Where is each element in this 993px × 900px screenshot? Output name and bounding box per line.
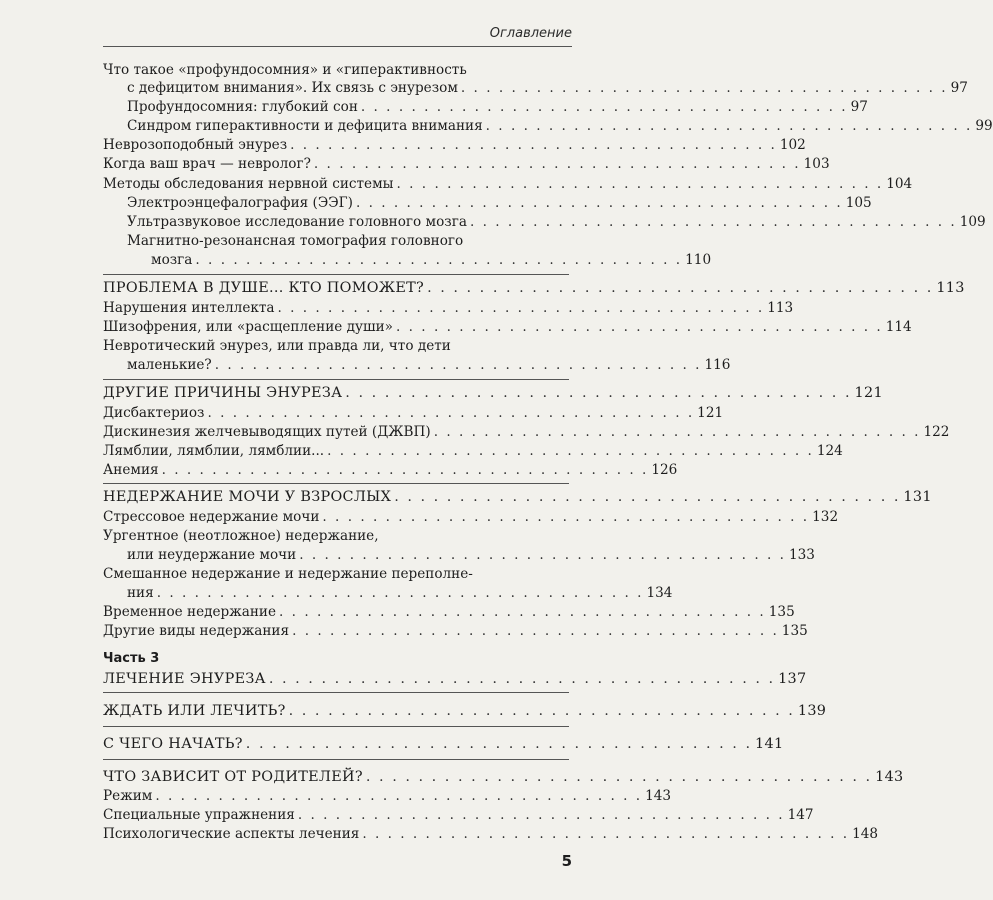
leader-dots: . . . . . . . . . . . . . . . . . . . . . . . . . . . . . . . . . . . . . . .: [485, 118, 973, 134]
toc-entry: [103, 137, 806, 153]
toc-entry: [103, 280, 965, 296]
toc-entry-title: Ургентное (неотложное) недержание,: [103, 528, 379, 544]
toc-page-number: 148: [852, 826, 879, 842]
leader-dots: . . . . . . . . . . . . . . . . . . . . . . . . . . . . . . . . . . . . . . .: [277, 300, 765, 316]
page-number: 5: [561, 852, 572, 870]
toc-page-number: 135: [781, 623, 808, 639]
leader-dots: . . . . . . . . . . . . . . . . . . . . . . . . . . . . . . . . . . . . . . .: [355, 195, 843, 211]
toc-entry: [127, 585, 673, 601]
toc-entry-title: Дискинезия желчевыводящих путей (ДЖВП): [103, 424, 431, 440]
toc-page-number: 121: [854, 385, 883, 401]
toc-entry-title: ЖДАТЬ ИЛИ ЛЕЧИТЬ?: [103, 703, 286, 719]
toc-page-number: 147: [787, 807, 814, 823]
leader-dots: . . . . . . . . . . . . . . . . . . . . . . . . . . . . . . . . . . . . . . .: [396, 176, 884, 192]
toc-entry-title: Синдром гиперактивности и дефицита внимания: [127, 118, 483, 134]
leader-dots: . . . . . . . . . . . . . . . . . . . . . . . . . . . . . . . . . . . . . . .: [327, 443, 814, 459]
toc-entry-title: Анемия: [103, 462, 159, 478]
toc-entry: [103, 769, 904, 785]
toc-entry-title: Психологические аспекты лечения: [103, 826, 360, 842]
leader-dots: . . . . . . . . . . . . . . . . . . . . . . . . . . . . . . . . . . . . . . .: [469, 214, 957, 230]
toc-entry-title: маленькие?: [127, 357, 212, 373]
toc-page-number: 113: [767, 300, 794, 316]
toc-entry-title: Когда ваш врач — невролог?: [103, 156, 311, 172]
leader-dots: . . . . . . . . . . . . . . . . . . . . . . . . . . . . . . . . . . . . . . .: [245, 736, 753, 752]
part-heading: Часть 3: [103, 651, 160, 666]
toc-entry: [103, 623, 808, 639]
toc-entry: [127, 214, 986, 230]
toc-page-number: 124: [816, 443, 843, 459]
toc-page-number: 132: [812, 509, 839, 525]
section-divider: [103, 759, 569, 760]
toc-page-number: 122: [923, 424, 950, 440]
toc-page-number: 141: [755, 736, 784, 752]
leader-dots: . . . . . . . . . . . . . . . . . . . . . . . . . . . . . . . . . . . . . . .: [279, 604, 766, 620]
toc-entry-title: Профундосомния: глубокий сон: [127, 99, 358, 115]
toc-entry-title: Лямблии, лямблии, лямблии...: [103, 443, 325, 459]
toc-entry-title: Методы обследования нервной системы: [103, 176, 394, 192]
toc-entry-title: Невротический энурез, или правда ли, что дети: [103, 338, 451, 354]
leader-dots: . . . . . . . . . . . . . . . . . . . . . . . . . . . . . . . . . . . . . . .: [155, 788, 643, 804]
toc-entry: [103, 788, 672, 804]
toc-entry: [103, 462, 678, 478]
toc-page-number: 137: [778, 671, 807, 687]
running-head: Оглавление: [489, 26, 572, 41]
toc-entry: [103, 385, 883, 401]
toc-entry-title: ЛЕЧЕНИЕ ЭНУРЕЗА: [103, 671, 266, 687]
toc-entry: [127, 547, 815, 563]
toc-entry: [103, 319, 912, 335]
toc-entry: [103, 405, 724, 421]
toc-entry: [127, 118, 993, 134]
toc-entry: [103, 509, 839, 525]
section-divider: [103, 274, 569, 275]
leader-dots: . . . . . . . . . . . . . . . . . . . . . . . . . . . . . . . . . . . . . . .: [297, 807, 785, 823]
leader-dots: . . . . . . . . . . . . . . . . . . . . . . . . . . . . . . . . . . . . . . .: [460, 80, 948, 96]
toc-entry-title: ДРУГИЕ ПРИЧИНЫ ЭНУРЕЗА: [103, 385, 343, 401]
toc-entry: [127, 80, 968, 96]
toc-entry: [103, 300, 794, 316]
toc-entry: [103, 489, 932, 505]
toc-page-number: 105: [845, 195, 872, 211]
toc-entry-title: Магнитно-резонансная томография головного: [127, 233, 464, 249]
toc-entry-title: Шизофрения, или «расщепление души»: [103, 319, 394, 335]
leader-dots: . . . . . . . . . . . . . . . . . . . . . . . . . . . . . . . . . . . . . . .: [427, 280, 934, 296]
toc-page-number: 143: [645, 788, 672, 804]
toc-page-number: 133: [788, 547, 815, 563]
toc-entry-title: Нарушения интеллекта: [103, 300, 275, 316]
toc-entry: [127, 195, 872, 211]
toc-page-number: 116: [704, 357, 731, 373]
toc-entry-title: мозга: [151, 252, 193, 268]
toc-page-number: 114: [885, 319, 912, 335]
toc-entry: [103, 443, 843, 459]
section-divider: [103, 692, 569, 693]
leader-dots: . . . . . . . . . . . . . . . . . . . . . . . . . . . . . . . . . . . . . . .: [322, 509, 810, 525]
leader-dots: . . . . . . . . . . . . . . . . . . . . . . . . . . . . . . . . . . . . . . .: [292, 623, 779, 639]
leader-dots: . . . . . . . . . . . . . . . . . . . . . . . . . . . . . . . . . . . . . . .: [365, 769, 873, 785]
toc-entry: [127, 99, 868, 115]
toc-entry: [103, 424, 950, 440]
toc-entry: [103, 807, 814, 823]
toc-page-number: 126: [651, 462, 678, 478]
toc-entry-title: с дефицитом внимания». Их связь с энурезом: [127, 80, 458, 96]
toc-page-number: 135: [768, 604, 795, 620]
toc-entry-title: ЧТО ЗАВИСИТ ОТ РОДИТЕЛЕЙ?: [103, 769, 363, 785]
toc-entry: [127, 357, 731, 373]
toc-entry: [103, 826, 879, 842]
section-divider: [103, 379, 569, 380]
toc-entry: [103, 156, 830, 172]
toc-page-number: 139: [797, 703, 827, 719]
leader-dots: . . . . . . . . . . . . . . . . . . . . . . . . . . . . . . . . . . . . . . .: [396, 319, 883, 335]
toc-entry-title: Режим: [103, 788, 153, 804]
toc-page-number: 97: [850, 99, 868, 115]
header-rule: [103, 46, 572, 47]
toc-entry-title: Что такое «профундосомния» и «гиперактивность: [103, 62, 467, 78]
toc-page-number: 109: [959, 214, 986, 230]
toc-page-number: 99: [975, 118, 993, 134]
toc-entry-title: Дисбактериоз: [103, 405, 205, 421]
leader-dots: . . . . . . . . . . . . . . . . . . . . . . . . . . . . . . . . . . . . . . .: [214, 357, 702, 373]
leader-dots: . . . . . . . . . . . . . . . . . . . . . . . . . . . . . . . . . . . . . . .: [195, 252, 683, 268]
toc-entry-title: НЕДЕРЖАНИЕ МОЧИ У ВЗРОСЛЫХ: [103, 489, 392, 505]
leader-dots: . . . . . . . . . . . . . . . . . . . . . . . . . . . . . . . . . . . . . . .: [268, 671, 776, 687]
section-divider: [103, 483, 569, 484]
section-divider: [103, 726, 569, 727]
toc-page-number: 134: [646, 585, 673, 601]
leader-dots: . . . . . . . . . . . . . . . . . . . . . . . . . . . . . . . . . . . . . . .: [313, 156, 801, 172]
toc-entry-title: ния: [127, 585, 154, 601]
leader-dots: . . . . . . . . . . . . . . . . . . . . . . . . . . . . . . . . . . . . . . .: [290, 137, 777, 153]
toc-entry-title: Специальные упражнения: [103, 807, 295, 823]
toc-entry-title: Другие виды недержания: [103, 623, 290, 639]
leader-dots: . . . . . . . . . . . . . . . . . . . . . . . . . . . . . . . . . . . . . . .: [207, 405, 695, 421]
toc-page-number: 97: [950, 80, 968, 96]
toc-entry-title: Временное недержание: [103, 604, 277, 620]
leader-dots: . . . . . . . . . . . . . . . . . . . . . . . . . . . . . . . . . . . . . . .: [345, 385, 852, 401]
toc-page-number: 131: [903, 489, 932, 505]
toc-entry-title: ПРОБЛЕМА В ДУШЕ... КТО ПОМОЖЕТ?: [103, 280, 425, 296]
toc-entry: [103, 703, 827, 719]
toc-entry-title: Электроэнцефалография (ЭЭГ): [127, 195, 353, 211]
leader-dots: . . . . . . . . . . . . . . . . . . . . . . . . . . . . . . . . . . . . . . .: [362, 826, 850, 842]
leader-dots: . . . . . . . . . . . . . . . . . . . . . . . . . . . . . . . . . . . . . . .: [156, 585, 644, 601]
toc-page-number: 143: [875, 769, 904, 785]
toc-entry: [103, 176, 913, 192]
toc-page-number: 121: [697, 405, 724, 421]
toc-entry-title: Ультразвуковое исследование головного мозга: [127, 214, 467, 230]
toc-entry: [103, 736, 784, 752]
leader-dots: . . . . . . . . . . . . . . . . . . . . . . . . . . . . . . . . . . . . . . .: [360, 99, 848, 115]
leader-dots: . . . . . . . . . . . . . . . . . . . . . . . . . . . . . . . . . . . . . . .: [161, 462, 649, 478]
leader-dots: . . . . . . . . . . . . . . . . . . . . . . . . . . . . . . . . . . . . . . .: [433, 424, 921, 440]
toc-page-number: 102: [779, 137, 806, 153]
toc-entry: [151, 252, 712, 268]
toc-entry: [103, 604, 795, 620]
leader-dots: . . . . . . . . . . . . . . . . . . . . . . . . . . . . . . . . . . . . . . .: [394, 489, 901, 505]
toc-page-number: 113: [936, 280, 965, 296]
toc-page-number: 110: [685, 252, 712, 268]
toc-page-number: 103: [803, 156, 830, 172]
toc-entry-title: или неудержание мочи: [127, 547, 297, 563]
toc-entry-title: Стрессовое недержание мочи: [103, 509, 320, 525]
toc-page-number: 104: [886, 176, 913, 192]
leader-dots: . . . . . . . . . . . . . . . . . . . . . . . . . . . . . . . . . . . . . . .: [299, 547, 786, 563]
toc-entry: [103, 671, 807, 687]
toc-entry-title: Смешанное недержание и недержание переполне-: [103, 566, 473, 582]
leader-dots: . . . . . . . . . . . . . . . . . . . . . . . . . . . . . . . . . . . . . . .: [288, 703, 795, 719]
toc-entry-title: С ЧЕГО НАЧАТЬ?: [103, 736, 243, 752]
toc-entry-title: Неврозоподобный энурез: [103, 137, 288, 153]
